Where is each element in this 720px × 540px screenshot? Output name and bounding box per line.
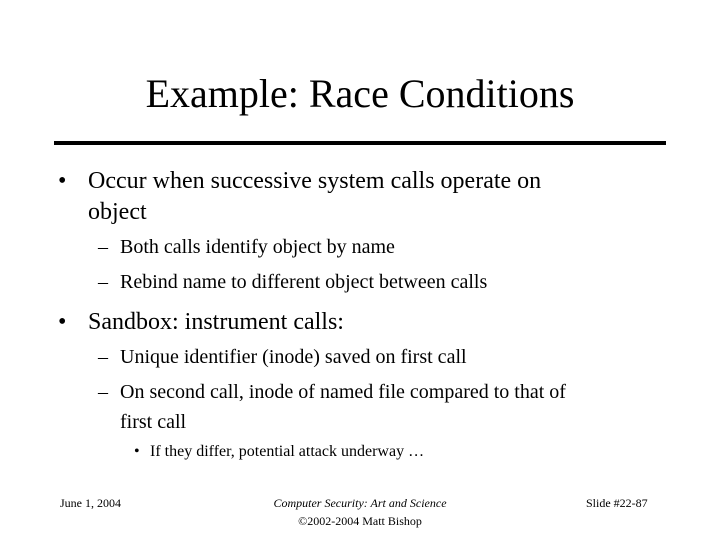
footer-slide-number: Slide #22-87 xyxy=(586,496,648,510)
slide-title: Example: Race Conditions xyxy=(145,71,575,116)
sub-bullet-text: On second call, inode of named file compared to that of xyxy=(120,381,566,403)
footer-date: June 1, 2004 xyxy=(60,496,121,510)
bullet-marker: • xyxy=(58,168,67,194)
bullet-text: Occur when successive system calls operate on xyxy=(88,168,542,194)
bullet-text: Sandbox: instrument calls: xyxy=(88,309,344,335)
sub-bullet-marker: – xyxy=(98,271,108,293)
sub-bullet-text: Rebind name to different object between calls xyxy=(120,271,488,293)
sub-sub-bullet-marker: • xyxy=(134,443,140,460)
sub-bullet-text: Both calls identify object by name xyxy=(120,236,395,258)
bullet-marker: • xyxy=(58,309,67,335)
footer-book-title: Computer Security: Art and Science xyxy=(273,496,447,510)
title-divider xyxy=(54,141,666,145)
footer-copyright: ©2002-2004 Matt Bishop xyxy=(298,514,422,528)
sub-bullet-marker: – xyxy=(98,236,108,258)
sub-bullet-marker: – xyxy=(98,346,108,368)
sub-bullet-text: Unique identifier (inode) saved on first call xyxy=(120,346,467,368)
sub-bullet-marker: – xyxy=(98,381,108,403)
bullet-text: object xyxy=(88,199,147,225)
sub-bullet-text: first call xyxy=(120,411,187,433)
sub-sub-bullet-text: If they differ, potential attack underway … xyxy=(150,443,425,460)
